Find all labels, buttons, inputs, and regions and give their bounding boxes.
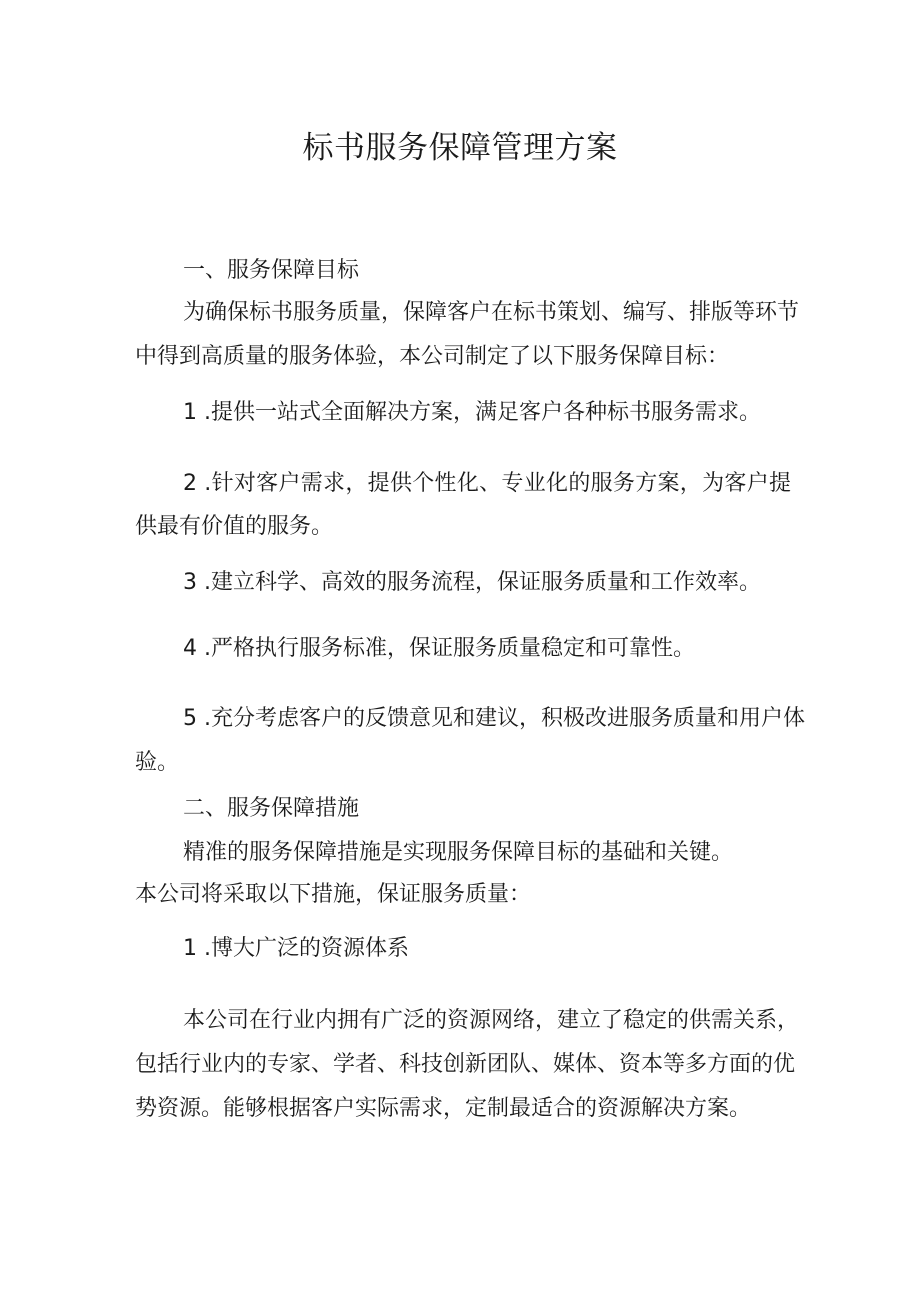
paragraph-line: 为确保标书服务质量，保障客户在标书策划、编写、排版等环节 — [183, 300, 800, 325]
paragraph-line: 精准的服务保障措施是实现服务保障目标的基础和关键。 — [183, 840, 734, 865]
paragraph-line: 本公司将采取以下措施，保证服务质量： — [135, 882, 532, 907]
list-item-5: 5 .充分考虑客户的反馈意见和建议，积极改进服务质量和用户体 — [183, 706, 805, 731]
paragraph-line: 本公司在行业内拥有广泛的资源网络，建立了稳定的供需关系， — [183, 1008, 800, 1033]
section-heading-goals: 一、服务保障目标 — [183, 258, 360, 283]
list-item-2: 2 .针对客户需求，提供个性化、专业化的服务方案，为客户提 — [183, 471, 791, 496]
paragraph-line: 势资源。能够根据客户实际需求，定制最适合的资源解决方案。 — [135, 1096, 752, 1121]
list-item-4: 4 .严格执行服务标准，保证服务质量稳定和可靠性。 — [183, 636, 695, 661]
section-heading-measures: 二、服务保障措施 — [183, 796, 360, 821]
paragraph-line: 中得到高质量的服务体验，本公司制定了以下服务保障目标： — [135, 344, 730, 369]
list-item-5-continuation: 验。 — [135, 750, 180, 775]
list-item-3: 3 .建立科学、高效的服务流程，保证服务质量和工作效率。 — [183, 570, 761, 595]
subsection-heading-resources: 1 .博大广泛的资源体系 — [183, 936, 409, 961]
list-item-1: 1 .提供一站式全面解决方案，满足客户各种标书服务需求。 — [183, 400, 761, 425]
document-title: 标书服务保障管理方案 — [302, 130, 618, 166]
paragraph-line: 包括行业内的专家、学者、科技创新团队、媒体、资本等多方面的优 — [135, 1052, 796, 1077]
list-item-2-continuation: 供最有价值的服务。 — [135, 514, 334, 539]
